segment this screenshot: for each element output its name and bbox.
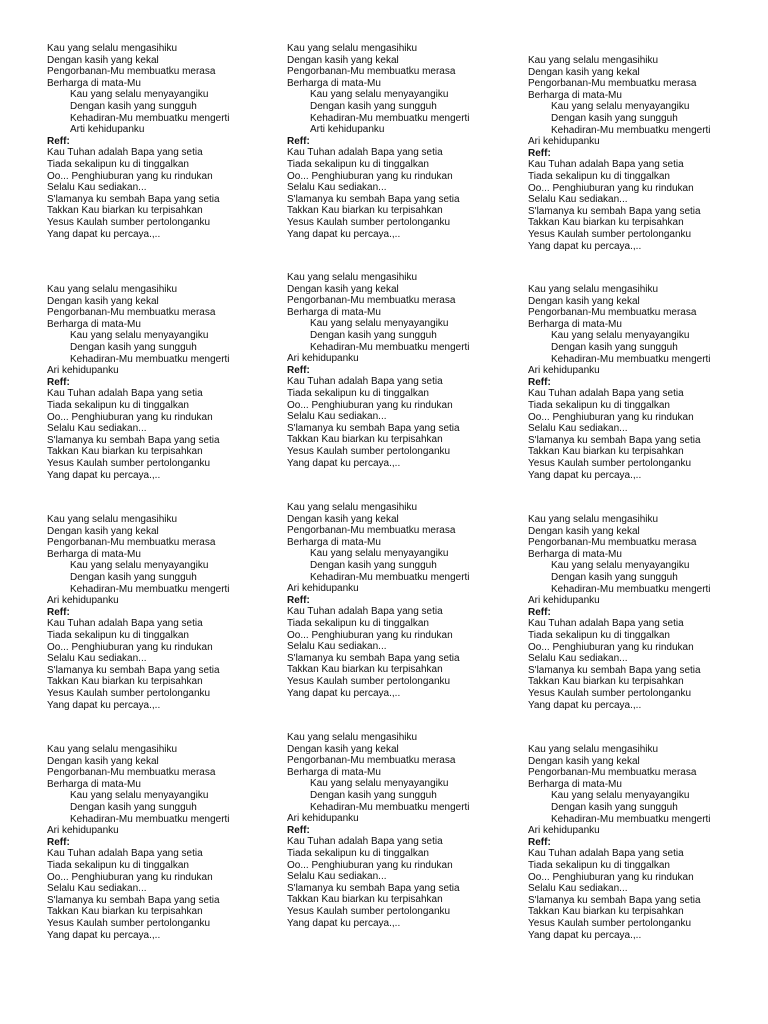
lyric-line: Berharga di mata-Mu	[528, 548, 622, 560]
lyric-block-r3c2	[287, 502, 519, 699]
reff-label: Reff:	[47, 606, 70, 618]
lyric-line: Kehadiran-Mu membuatku mengerti	[551, 124, 711, 136]
lyric-line: Kehadiran-Mu membuatku mengerti	[310, 112, 470, 124]
lyric-line: Oo... Penghiuburan yang ku rindukan	[47, 641, 213, 653]
reff-label: Reff:	[47, 135, 70, 147]
lyric-line: S'lamanya ku sembah Bapa yang setia	[528, 434, 701, 446]
lyric-line: Tiada sekalipun ku di tinggalkan	[528, 859, 670, 871]
lyric-line: Pengorbanan-Mu membuatku merasa	[528, 537, 697, 549]
lyric-line: Kau Tuhan adalah Bapa yang setia	[287, 836, 443, 848]
lyric-block-r1c1	[47, 43, 279, 240]
lyric-line: Selalu Kau sediakan...	[287, 641, 387, 653]
lyric-line: Kehadiran-Mu membuatku mengerti	[551, 583, 711, 595]
lyric-block-r2c2	[287, 272, 519, 469]
lyric-line: Berharga di mata-Mu	[47, 77, 141, 89]
reff-label: Reff:	[47, 836, 70, 848]
lyric-line: S'lamanya ku sembah Bapa yang setia	[287, 652, 460, 664]
lyric-block-r4c3	[528, 744, 760, 941]
lyric-line: Kau yang selalu mengasihiku	[47, 514, 178, 525]
lyric-line: Takkan Kau biarkan ku terpisahkan	[47, 676, 203, 688]
lyric-line: Kau Tuhan adalah Bapa yang setia	[287, 606, 443, 618]
lyric-line: Selalu Kau sediakan...	[47, 653, 147, 665]
lyric-line: Takkan Kau biarkan ku terpisahkan	[47, 446, 203, 458]
lyric-line: Yesus Kaulah sumber pertolonganku	[528, 687, 692, 699]
lyric-line: Oo... Penghiuburan yang ku rindukan	[47, 411, 213, 423]
lyric-line: Dengan kasih yang sungguh	[70, 341, 197, 353]
lyric-line: Ari kehidupanku	[528, 595, 600, 607]
lyric-line: Kau Tuhan adalah Bapa yang setia	[528, 388, 684, 400]
lyric-line: Yesus Kaulah sumber pertolonganku	[287, 675, 451, 687]
lyric-line: Kau yang selalu menyayangiku	[551, 560, 690, 572]
lyric-line: Pengorbanan-Mu membuatku merasa	[287, 525, 456, 537]
lyric-line: Berharga di mata-Mu	[287, 77, 381, 89]
lyric-line: Tiada sekalipun ku di tinggalkan	[528, 399, 670, 411]
lyric-line: Dengan kasih yang kekal	[287, 54, 399, 66]
reff-label: Reff:	[287, 594, 310, 606]
lyric-line: Takkan Kau biarkan ku terpisahkan	[528, 217, 684, 229]
lyric-line: Berharga di mata-Mu	[528, 89, 622, 101]
lyric-line: Kau Tuhan adalah Bapa yang setia	[287, 147, 443, 159]
lyric-line: Oo... Penghiuburan yang ku rindukan	[528, 871, 694, 883]
lyric-line: Kau Tuhan adalah Bapa yang setia	[47, 848, 203, 860]
lyric-line: Tiada sekalipun ku di tinggalkan	[47, 629, 189, 641]
lyric-line: S'lamanya ku sembah Bapa yang setia	[528, 664, 701, 676]
lyric-line: Yang dapat ku percaya.,..	[47, 699, 161, 711]
lyric-line: Oo... Penghiuburan yang ku rindukan	[287, 399, 453, 411]
lyric-line: Tiada sekalipun ku di tinggalkan	[47, 158, 189, 170]
lyric-line: Yesus Kaulah sumber pertolonganku	[528, 457, 692, 469]
lyric-line: Kehadiran-Mu membuatku mengerti	[70, 813, 230, 825]
lyric-line: Oo... Penghiuburan yang ku rindukan	[528, 411, 694, 423]
lyric-line: Yesus Kaulah sumber pertolonganku	[528, 228, 692, 240]
lyric-line: Kehadiran-Mu membuatku mengerti	[70, 583, 230, 595]
lyric-line: Pengorbanan-Mu membuatku merasa	[47, 537, 216, 549]
lyric-line: Kau Tuhan adalah Bapa yang setia	[528, 159, 684, 171]
lyric-line: Dengan kasih yang kekal	[47, 295, 159, 307]
lyric-line: Kau yang selalu menyayangiku	[310, 778, 449, 790]
lyric-line: S'lamanya ku sembah Bapa yang setia	[47, 193, 220, 205]
lyric-line: Tiada sekalipun ku di tinggalkan	[287, 617, 429, 629]
lyric-line: Dengan kasih yang kekal	[47, 525, 159, 537]
lyric-line: Tiada sekalipun ku di tinggalkan	[528, 170, 670, 182]
lyric-line: Tiada sekalipun ku di tinggalkan	[287, 387, 429, 399]
lyric-line: Berharga di mata-Mu	[47, 778, 141, 790]
lyric-line: Kau Tuhan adalah Bapa yang setia	[47, 618, 203, 630]
lyric-line: Ari kehidupanku	[47, 595, 119, 607]
lyric-line: Dengan kasih yang kekal	[287, 743, 399, 755]
lyric-block-r4c1	[47, 744, 279, 941]
lyric-line: Kau yang selalu mengasihiku	[287, 43, 418, 54]
lyric-line: Kau Tuhan adalah Bapa yang setia	[47, 147, 203, 159]
lyric-line: Kehadiran-Mu membuatku mengerti	[310, 341, 470, 353]
lyric-line: Yang dapat ku percaya.,..	[287, 228, 401, 240]
lyric-line: Pengorbanan-Mu membuatku merasa	[47, 767, 216, 779]
lyric-line: Kau yang selalu mengasihiku	[47, 744, 178, 755]
lyric-line: Yesus Kaulah sumber pertolonganku	[287, 216, 451, 228]
lyric-line: Dengan kasih yang kekal	[47, 755, 159, 767]
lyric-line: S'lamanya ku sembah Bapa yang setia	[287, 882, 460, 894]
lyric-line: Tiada sekalipun ku di tinggalkan	[47, 859, 189, 871]
lyric-line: Kehadiran-Mu membuatku mengerti	[551, 353, 711, 365]
lyric-line: Berharga di mata-Mu	[47, 548, 141, 560]
lyric-line: Dengan kasih yang kekal	[47, 54, 159, 66]
lyric-line: Selalu Kau sediakan...	[528, 423, 628, 435]
lyric-line: Tiada sekalipun ku di tinggalkan	[47, 399, 189, 411]
lyric-line: Ari kehidupanku	[287, 353, 359, 365]
lyric-line: Kau Tuhan adalah Bapa yang setia	[287, 376, 443, 388]
lyric-line: Ari kehidupanku	[287, 813, 359, 825]
lyric-line: Pengorbanan-Mu membuatku merasa	[287, 295, 456, 307]
lyric-line: Yang dapat ku percaya.,..	[287, 687, 401, 699]
lyric-line: Oo... Penghiuburan yang ku rindukan	[287, 859, 453, 871]
reff-label: Reff:	[287, 364, 310, 376]
lyric-line: Tiada sekalipun ku di tinggalkan	[287, 158, 429, 170]
lyric-line: Dengan kasih yang kekal	[528, 66, 640, 78]
lyric-line: Takkan Kau biarkan ku terpisahkan	[528, 676, 684, 688]
lyric-line: Dengan kasih yang sungguh	[310, 559, 437, 571]
lyric-line: Yesus Kaulah sumber pertolonganku	[47, 687, 211, 699]
lyric-line: Yesus Kaulah sumber pertolonganku	[287, 445, 451, 457]
lyric-line: Selalu Kau sediakan...	[287, 411, 387, 423]
lyric-line: Ari kehidupanku	[528, 825, 600, 837]
lyric-line: Ari kehidupanku	[47, 825, 119, 837]
lyric-line: Selalu Kau sediakan...	[47, 883, 147, 895]
lyric-line: Kau yang selalu mengasihiku	[528, 284, 659, 295]
lyric-line: Kau yang selalu menyayangiku	[551, 330, 690, 342]
lyric-line: Kau yang selalu menyayangiku	[310, 548, 449, 560]
lyric-line: Oo... Penghiuburan yang ku rindukan	[47, 170, 213, 182]
lyric-line: Takkan Kau biarkan ku terpisahkan	[528, 446, 684, 458]
lyric-line: S'lamanya ku sembah Bapa yang setia	[47, 434, 220, 446]
lyric-line: Berharga di mata-Mu	[528, 778, 622, 790]
lyric-line: Dengan kasih yang sungguh	[310, 329, 437, 341]
lyric-line: S'lamanya ku sembah Bapa yang setia	[287, 193, 460, 205]
lyric-line: Dengan kasih yang sungguh	[70, 571, 197, 583]
lyric-block-r2c3	[528, 284, 760, 481]
lyric-line: Selalu Kau sediakan...	[528, 883, 628, 895]
lyric-line: Oo... Penghiuburan yang ku rindukan	[47, 871, 213, 883]
lyric-line: Pengorbanan-Mu membuatku merasa	[528, 78, 697, 90]
lyric-line: Dengan kasih yang kekal	[528, 525, 640, 537]
lyric-line: Ari kehidupanku	[528, 365, 600, 377]
lyric-line: Selalu Kau sediakan...	[287, 182, 387, 194]
lyric-line: Kau yang selalu menyayangiku	[310, 318, 449, 330]
lyric-line: Yesus Kaulah sumber pertolonganku	[287, 905, 451, 917]
lyric-line: Ari kehidupanku	[47, 365, 119, 377]
lyric-line: Yang dapat ku percaya.,..	[287, 457, 401, 469]
lyric-line: Kau yang selalu menyayangiku	[70, 89, 209, 101]
lyric-line: Yang dapat ku percaya.,..	[528, 240, 642, 252]
lyric-line: Dengan kasih yang sungguh	[551, 112, 678, 124]
lyric-line: Tiada sekalipun ku di tinggalkan	[287, 847, 429, 859]
lyric-line: Kau yang selalu menyayangiku	[70, 790, 209, 802]
lyric-line: Kau yang selalu menyayangiku	[310, 89, 449, 101]
lyric-line: Oo... Penghiuburan yang ku rindukan	[528, 641, 694, 653]
lyric-line: Kehadiran-Mu membuatku mengerti	[310, 801, 470, 813]
lyric-line: Dengan kasih yang sungguh	[551, 341, 678, 353]
lyric-line: Berharga di mata-Mu	[47, 318, 141, 330]
lyric-line: Kau Tuhan adalah Bapa yang setia	[47, 388, 203, 400]
lyric-line: Yang dapat ku percaya.,..	[287, 917, 401, 929]
reff-label: Reff:	[528, 376, 551, 388]
lyric-line: Kau yang selalu menyayangiku	[70, 330, 209, 342]
lyric-line: Yesus Kaulah sumber pertolonganku	[47, 457, 211, 469]
lyric-line: Dengan kasih yang kekal	[528, 755, 640, 767]
lyric-line: Dengan kasih yang sungguh	[70, 100, 197, 112]
lyric-line: Kau yang selalu menyayangiku	[551, 790, 690, 802]
lyric-line: Berharga di mata-Mu	[287, 766, 381, 778]
lyric-line: Dengan kasih yang sungguh	[551, 801, 678, 813]
lyric-line: Arti kehidupanku	[70, 124, 145, 136]
lyric-line: Selalu Kau sediakan...	[47, 182, 147, 194]
lyric-line: Kau yang selalu menyayangiku	[70, 560, 209, 572]
lyric-line: Berharga di mata-Mu	[287, 536, 381, 548]
lyric-line: Yang dapat ku percaya.,..	[47, 228, 161, 240]
lyric-block-r1c3	[528, 55, 760, 252]
lyric-line: Selalu Kau sediakan...	[47, 423, 147, 435]
lyric-line: Kau yang selalu mengasihiku	[47, 284, 178, 295]
lyric-line: S'lamanya ku sembah Bapa yang setia	[47, 664, 220, 676]
lyric-line: Takkan Kau biarkan ku terpisahkan	[287, 205, 443, 217]
lyric-line: Oo... Penghiuburan yang ku rindukan	[528, 182, 694, 194]
lyric-line: Berharga di mata-Mu	[528, 318, 622, 330]
lyric-line: Dengan kasih yang kekal	[528, 295, 640, 307]
lyric-line: Kau yang selalu menyayangiku	[551, 101, 690, 113]
lyric-line: S'lamanya ku sembah Bapa yang setia	[287, 422, 460, 434]
lyric-line: Kehadiran-Mu membuatku mengerti	[310, 571, 470, 583]
lyric-line: Dengan kasih yang kekal	[287, 513, 399, 525]
lyric-line: Takkan Kau biarkan ku terpisahkan	[47, 205, 203, 217]
reff-label: Reff:	[287, 135, 310, 147]
lyric-line: Yesus Kaulah sumber pertolonganku	[47, 917, 211, 929]
reff-label: Reff:	[47, 376, 70, 388]
lyric-line: Selalu Kau sediakan...	[287, 871, 387, 883]
lyric-line: Kau yang selalu mengasihiku	[287, 732, 418, 743]
lyric-line: S'lamanya ku sembah Bapa yang setia	[47, 894, 220, 906]
lyric-line: Kau Tuhan adalah Bapa yang setia	[528, 848, 684, 860]
lyric-line: Yang dapat ku percaya.,..	[47, 469, 161, 481]
lyric-line: Pengorbanan-Mu membuatku merasa	[287, 66, 456, 78]
reff-label: Reff:	[528, 606, 551, 618]
lyric-line: Takkan Kau biarkan ku terpisahkan	[528, 906, 684, 918]
lyric-line: Kau yang selalu mengasihiku	[528, 55, 659, 66]
lyric-line: Takkan Kau biarkan ku terpisahkan	[287, 434, 443, 446]
lyric-line: Selalu Kau sediakan...	[528, 653, 628, 665]
lyric-block-r3c3	[528, 514, 760, 711]
lyric-block-r4c2	[287, 732, 519, 929]
lyric-line: Pengorbanan-Mu membuatku merasa	[47, 66, 216, 78]
lyric-line: Dengan kasih yang kekal	[287, 283, 399, 295]
lyric-block-r1c2	[287, 43, 519, 240]
lyric-line: Pengorbanan-Mu membuatku merasa	[528, 767, 697, 779]
lyric-block-r2c1	[47, 284, 279, 481]
lyric-line: Kau Tuhan adalah Bapa yang setia	[528, 618, 684, 630]
lyric-line: Oo... Penghiuburan yang ku rindukan	[287, 170, 453, 182]
reff-label: Reff:	[528, 836, 551, 848]
lyric-line: Pengorbanan-Mu membuatku merasa	[287, 755, 456, 767]
lyric-line: Berharga di mata-Mu	[287, 306, 381, 318]
lyric-line: Pengorbanan-Mu membuatku merasa	[47, 307, 216, 319]
lyric-block-r3c1	[47, 514, 279, 711]
lyric-line: Takkan Kau biarkan ku terpisahkan	[287, 894, 443, 906]
lyric-line: Kau yang selalu mengasihiku	[528, 744, 659, 755]
lyric-line: S'lamanya ku sembah Bapa yang setia	[528, 894, 701, 906]
lyric-line: Kau yang selalu mengasihiku	[287, 502, 418, 513]
lyric-line: Yang dapat ku percaya.,..	[528, 699, 642, 711]
lyric-line: Dengan kasih yang sungguh	[70, 801, 197, 813]
lyric-line: Ari kehidupanku	[287, 583, 359, 595]
lyric-line: Yang dapat ku percaya.,..	[528, 469, 642, 481]
lyric-line: Oo... Penghiuburan yang ku rindukan	[287, 629, 453, 641]
lyric-line: Kau yang selalu mengasihiku	[287, 272, 418, 283]
reff-label: Reff:	[528, 147, 551, 159]
lyric-line: Yesus Kaulah sumber pertolonganku	[528, 917, 692, 929]
lyric-line: S'lamanya ku sembah Bapa yang setia	[528, 205, 701, 217]
lyric-line: Selalu Kau sediakan...	[528, 194, 628, 206]
lyric-line: Kehadiran-Mu membuatku mengerti	[70, 353, 230, 365]
lyric-line: Dengan kasih yang sungguh	[551, 571, 678, 583]
lyric-line: Kau yang selalu mengasihiku	[47, 43, 178, 54]
reff-label: Reff:	[287, 824, 310, 836]
lyric-line: Yang dapat ku percaya.,..	[528, 929, 642, 941]
lyric-line: Ari kehidupanku	[528, 136, 600, 148]
lyric-line: Kehadiran-Mu membuatku mengerti	[551, 813, 711, 825]
lyric-line: Dengan kasih yang sungguh	[310, 100, 437, 112]
lyric-line: Yesus Kaulah sumber pertolonganku	[47, 216, 211, 228]
lyric-line: Dengan kasih yang sungguh	[310, 789, 437, 801]
lyric-line: Kau yang selalu mengasihiku	[528, 514, 659, 525]
lyric-line: Pengorbanan-Mu membuatku merasa	[528, 307, 697, 319]
lyric-line: Takkan Kau biarkan ku terpisahkan	[47, 906, 203, 918]
lyric-line: Arti kehidupanku	[310, 124, 385, 136]
lyric-line: Kehadiran-Mu membuatku mengerti	[70, 112, 230, 124]
lyric-line: Tiada sekalipun ku di tinggalkan	[528, 629, 670, 641]
lyric-line: Takkan Kau biarkan ku terpisahkan	[287, 664, 443, 676]
lyric-line: Yang dapat ku percaya.,..	[47, 929, 161, 941]
